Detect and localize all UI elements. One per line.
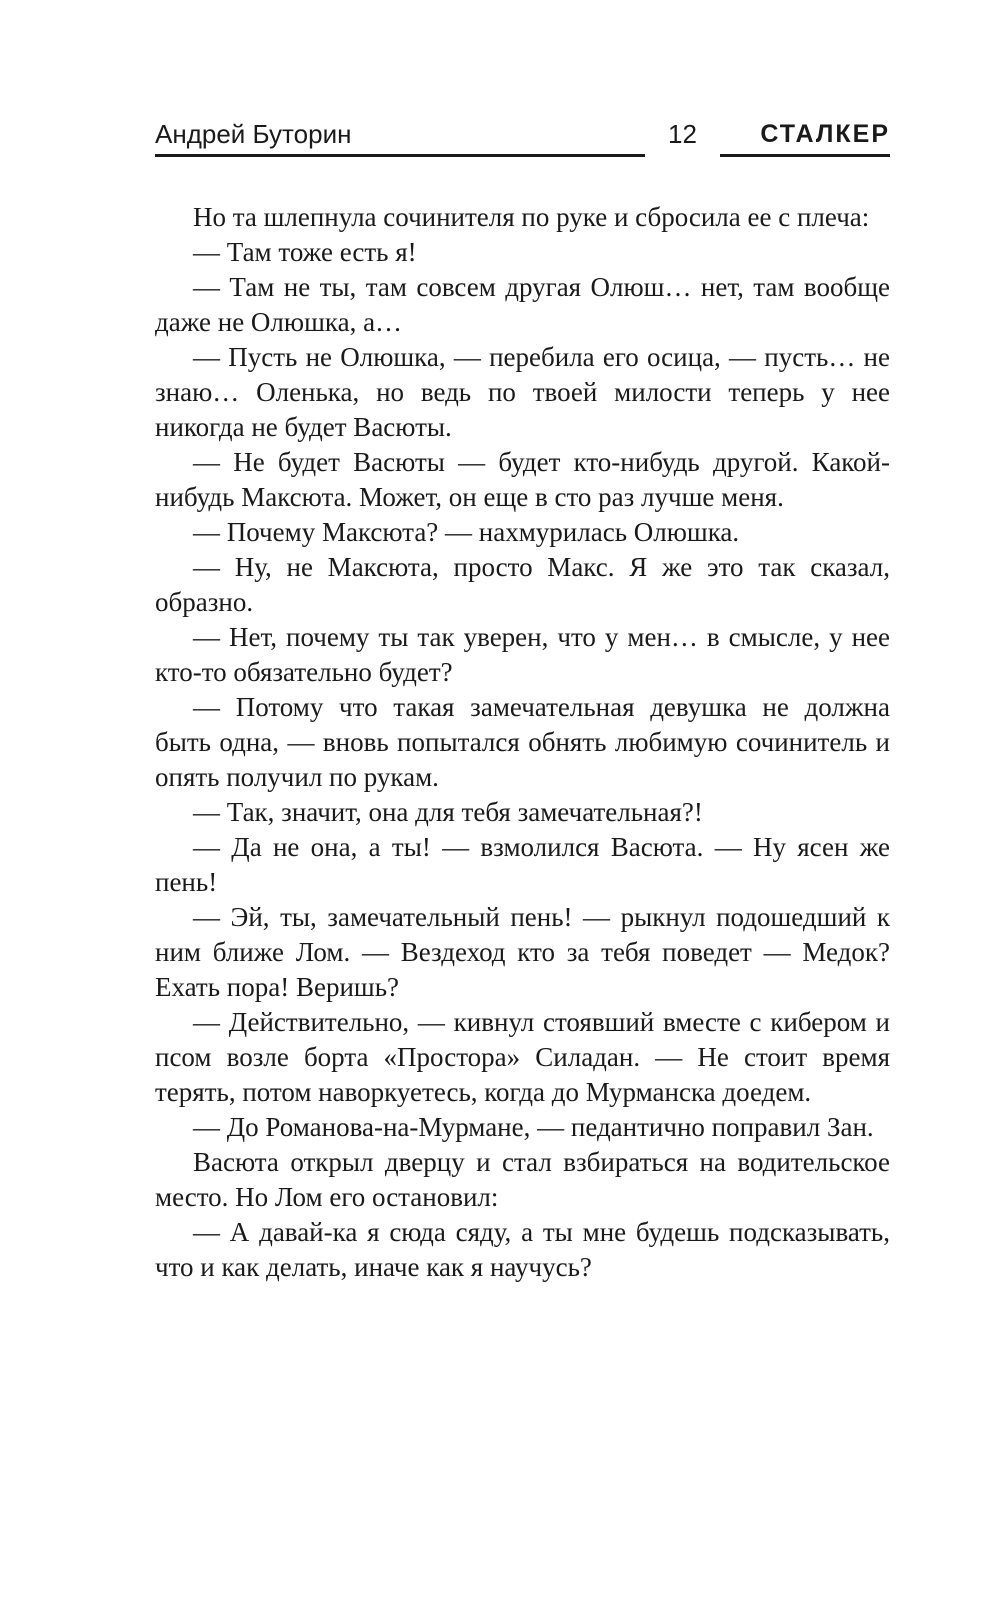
paragraph: — Пусть не Олюшка, — перебила его осица, — пусть… не знаю… Оленька, но ведь по твоей милости теперь у нее никогда не будет Васюты. <box>155 342 890 442</box>
paragraph: — Не будет Васюты — будет кто-нибудь другой. Какой-нибудь Максюта. Может, он еще в сто раз лучше меня. <box>155 447 890 512</box>
body-text <box>155 200 890 1285</box>
paragraph: — До Романова-на-Мурмане, — педантично поправил Зан. <box>193 1112 874 1142</box>
paragraph: — Там тоже есть я! <box>193 237 417 267</box>
paragraph: — Потому что такая замечательная девушка не должна быть одна, — вновь попытался обнять любимую сочинитель и опять получил по рукам. <box>155 692 890 792</box>
paragraph: — Эй, ты, замечательный пень! — рыкнул подошедший к ним ближе Лом. — Вездеход кто за тебя поведет — Медок? Ехать пора! Веришь? <box>155 902 890 1002</box>
running-head <box>155 118 890 160</box>
paragraph: — Да не она, а ты! — взмолился Васюта. — Ну ясен же пень! <box>155 832 890 897</box>
paragraph: — Нет, почему ты так уверен, что у мен… в смысле, у нее кто-то обязательно будет? <box>155 622 890 687</box>
paragraph: Но та шлепнула сочинителя по руке и сбросила ее с плеча: <box>193 202 870 232</box>
running-head-author: Андрей Буторин <box>155 118 645 157</box>
paragraph: — Почему Максюта? — нахмурилась Олюшка. <box>193 517 740 547</box>
paragraph: — Действительно, — кивнул стоявший вместе с кибером и псом возле борта «Простора» Силадан. — Не стоит время терять, потом наворкуетесь, когда до Мурманска доедем. <box>155 1007 890 1107</box>
paragraph: Васюта открыл дверцу и стал взбираться на водительское место. Но Лом его остановил: <box>155 1147 890 1212</box>
paragraph: — Там не ты, там совсем другая Олюш… нет, там вообще даже не Олюшка, а… <box>155 272 890 337</box>
paragraph: — А давай-ка я сюда сяду, а ты мне будешь подсказывать, что и как делать, иначе как я научусь? <box>155 1217 890 1282</box>
paragraph: — Ну, не Максюта, просто Макс. Я же это так сказал, образно. <box>155 552 890 617</box>
page-number: 12 <box>668 119 697 149</box>
paragraph: — Так, значит, она для тебя замечательная?! <box>193 797 703 827</box>
running-head-series: СТАЛКЕР <box>720 118 890 157</box>
